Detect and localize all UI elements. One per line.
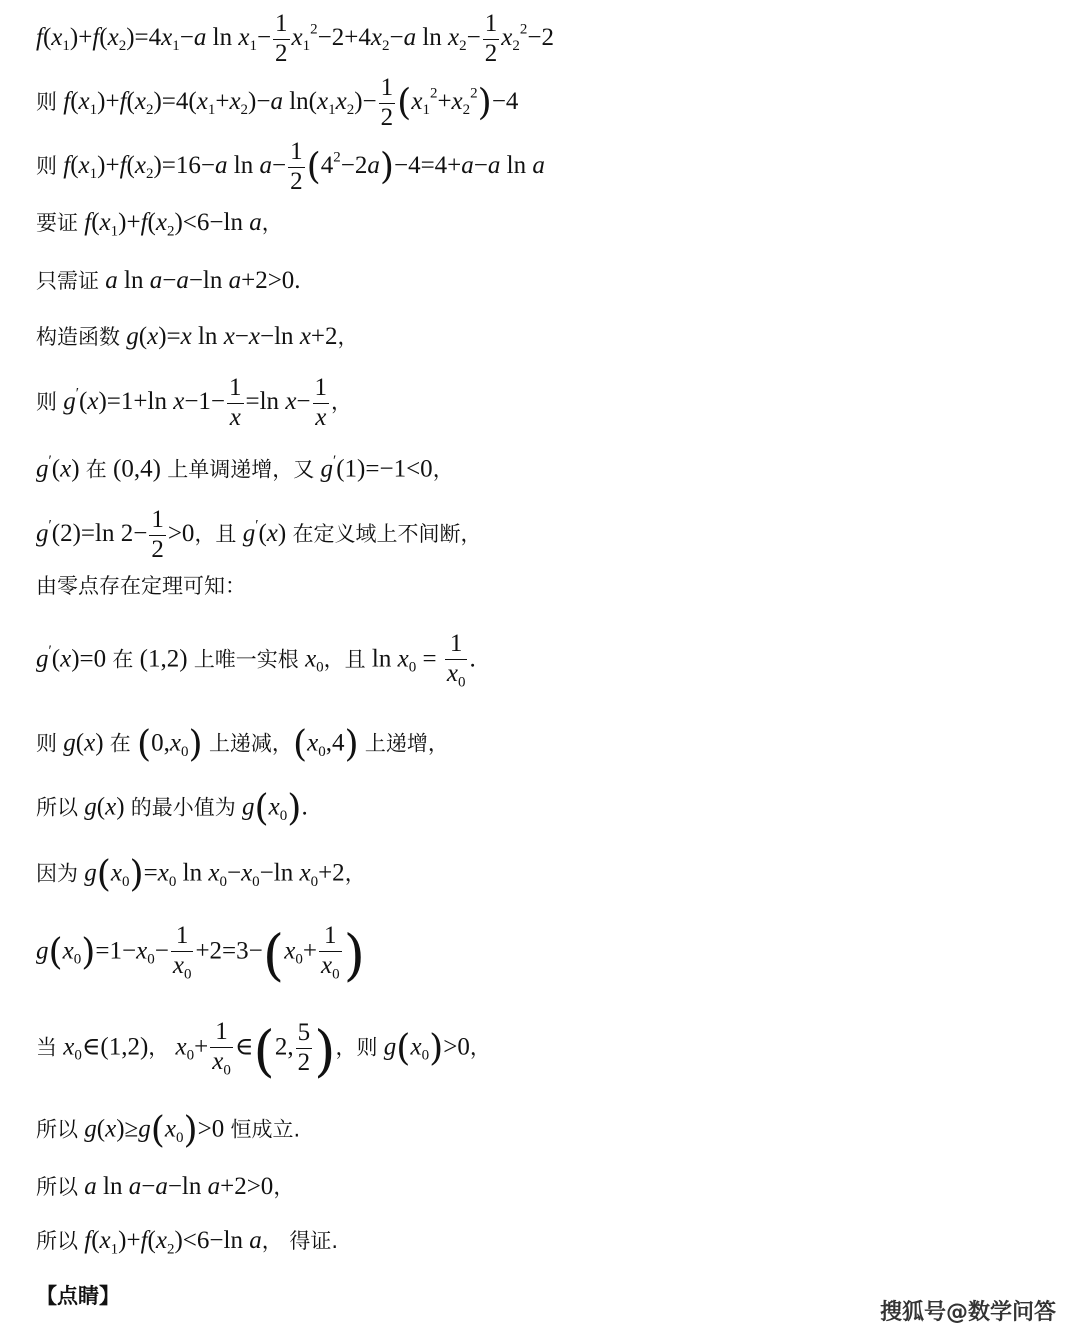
line-8: g′(x) 在 (0,4) 上单调递增，又 g′(1)=−1<0，: [36, 453, 454, 483]
line-12: 则 g(x) 在 $(0,x_0)$ 上递减，$(x_0,4)$ 上递增，: [36, 722, 449, 765]
line-20-dianjing: [36, 1286, 120, 1307]
line-3: 则 $f(x_1)+f(x_2)=16-a$ ln a− $\frac{1}{2}$ $(4^2-2a)-4=4+a-a$ ln a: [36, 138, 545, 195]
line-13: 所以 g(x) 的最小值为 $g(x_0)$.: [36, 786, 308, 829]
line-11: g′(x)=0 在 (1,2) 上唯一实根 $x_0$，且 $\ln x_0$ = $\frac{1}{x_0}$ .: [36, 630, 476, 690]
line-19: 所以 $f(x_1)+f(x_2)<6-\ln$ a， 得证.: [36, 1227, 339, 1258]
line-10-text: 由零点存在定理可知：: [36, 574, 246, 598]
line-5: 只需证 a ln a−a−ln a+2>0.: [36, 267, 301, 294]
line-14: 因为 $g(x_0)=x_0$ $\ln x_0-x_0-\ln$ $x_0+2$，: [36, 852, 366, 895]
line-6: 构造函数 g(x)=x ln x−x−ln x+2，: [36, 323, 359, 350]
line-15: $g(x_0)=1-x_0-$ $\frac{1}{x_0}$ $+2=3-(x_0+$ $\frac{1}{x_0}$ ): [36, 922, 366, 987]
line-18: 所以 a ln a−a−ln a+2>0，: [36, 1173, 295, 1200]
line-4: 要证 $f(x_1)+f(x_2)<6-\ln$ a，: [36, 209, 283, 240]
line-16: 当 $x_0\in(1,2)$， $x_0+$ $\frac{1}{x_0}$ ∈(2, $\frac{5}{2}$ )，则 $g(x_0)>0$，: [36, 1018, 491, 1083]
line-10: [36, 576, 246, 597]
line-2: 则 $f(x_1)+f(x_2)=4(x_1+x_2)-a$ $\ln(x_1x_2)-$ $\frac{1}{2}$ $(x_1^2+x_2^2)-4$: [36, 74, 519, 131]
line-1: $f(x_1)+f(x_2)=4x_1-a$ $\ln x_1-$ $\frac{1}{2}$ $x_1^2-2+4x_2-a$ $\ln x_2-$ $\frac{1}{2}$ $x_2^2-2$: [36, 10, 554, 67]
watermark: 搜狐号@数学问答: [879, 1300, 1056, 1325]
line-20-text: 【点睛】: [36, 1284, 120, 1308]
line-9: g′(2)=ln 2− $\frac{1}{2}$ >0，且 g′(x) 在定义域上不间断，: [36, 506, 482, 563]
line-17: 所以 $g(x)\ge g(x_0)>0$ 恒成立.: [36, 1108, 301, 1151]
line-7: 则 g′(x)=1+ln x−1− $\frac{1}{x}$ =ln x− $\frac{1}{x}$ ，: [36, 374, 353, 431]
